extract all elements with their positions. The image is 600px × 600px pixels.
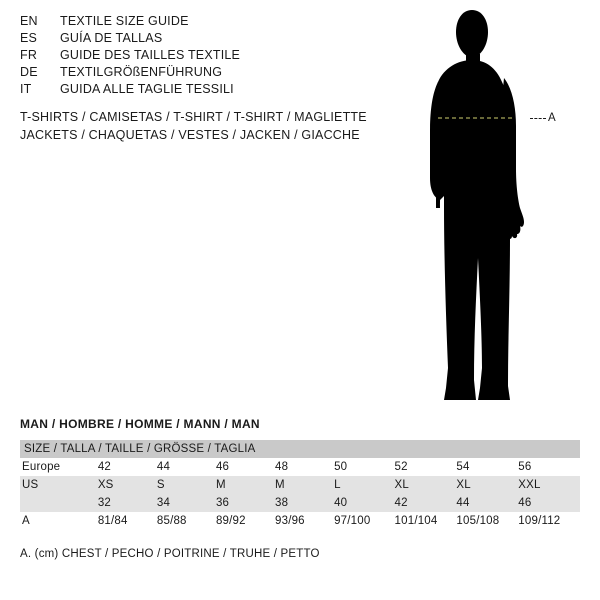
cell: 48 [275,458,334,476]
measure-label-a: A [548,112,556,124]
table-row [20,476,580,494]
language-list [20,14,380,99]
cell: S [157,476,216,494]
cell: 105/108 [456,512,518,530]
cell: 85/88 [157,512,216,530]
language-row [20,48,380,65]
cell: 54 [456,458,518,476]
table-row [20,458,580,476]
cell: 34 [157,494,216,512]
language-row [20,82,380,99]
cell: 52 [395,458,457,476]
cell: 42 [395,494,457,512]
male-figure-illustration [400,8,600,408]
cell: XS [98,476,157,494]
language-text: GUIDE DES TAILLES TEXTILE [60,48,241,62]
cell: 32 [98,494,157,512]
table-row [20,512,580,530]
cell: 40 [334,494,394,512]
figure-silhouette-icon [400,8,600,408]
language-code: EN [20,14,38,28]
language-row [20,14,380,31]
cell: 50 [334,458,394,476]
cell: 44 [456,494,518,512]
language-text: GUÍA DE TALLAS [60,31,163,45]
cell: 89/92 [216,512,275,530]
footnote-chest-measurement: A. (cm) CHEST / PECHO / POITRINE / TRUHE / PETTO [20,548,320,560]
category-tshirts: T-SHIRTS / CAMISETAS / T-SHIRT / T-SHIRT / MAGLIETTE [20,110,367,124]
size-table [20,440,580,530]
cell: 97/100 [334,512,394,530]
language-code: ES [20,31,38,45]
language-text: TEXTILGRÖßENFÜHRUNG [60,65,223,79]
garment-categories [20,110,420,146]
language-code: FR [20,48,38,62]
table-title: MAN / HOMBRE / HOMME / MANN / MAN [20,417,260,431]
cell: 46 [216,458,275,476]
table-header-row [20,440,580,458]
language-text: GUIDA ALLE TAGLIE TESSILI [60,82,234,96]
cell: 44 [157,458,216,476]
language-code: DE [20,65,38,79]
cell: XL [456,476,518,494]
cell: M [216,476,275,494]
cell: 93/96 [275,512,334,530]
cell: 81/84 [98,512,157,530]
cell: 42 [98,458,157,476]
cell: 38 [275,494,334,512]
language-row [20,65,380,82]
cell: 56 [518,458,580,476]
row-label: Europe [20,458,98,476]
cell: 46 [518,494,580,512]
cell: 109/112 [518,512,580,530]
table-row [20,494,580,512]
table-header-label: SIZE / TALLA / TAILLE / GRÖSSE / TAGLIA [24,443,256,455]
cell: XXL [518,476,580,494]
cell: L [334,476,394,494]
language-row [20,31,380,48]
cell: XL [395,476,457,494]
row-label: US [20,476,98,494]
category-jackets: JACKETS / CHAQUETAS / VESTES / JACKEN / GIACCHE [20,128,360,142]
language-text: TEXTILE SIZE GUIDE [60,14,189,28]
language-code: IT [20,82,32,96]
measure-dash-connector [530,118,546,119]
cell: 36 [216,494,275,512]
row-label: A [20,512,98,530]
cell: 101/104 [395,512,457,530]
row-label [20,494,98,512]
cell: M [275,476,334,494]
